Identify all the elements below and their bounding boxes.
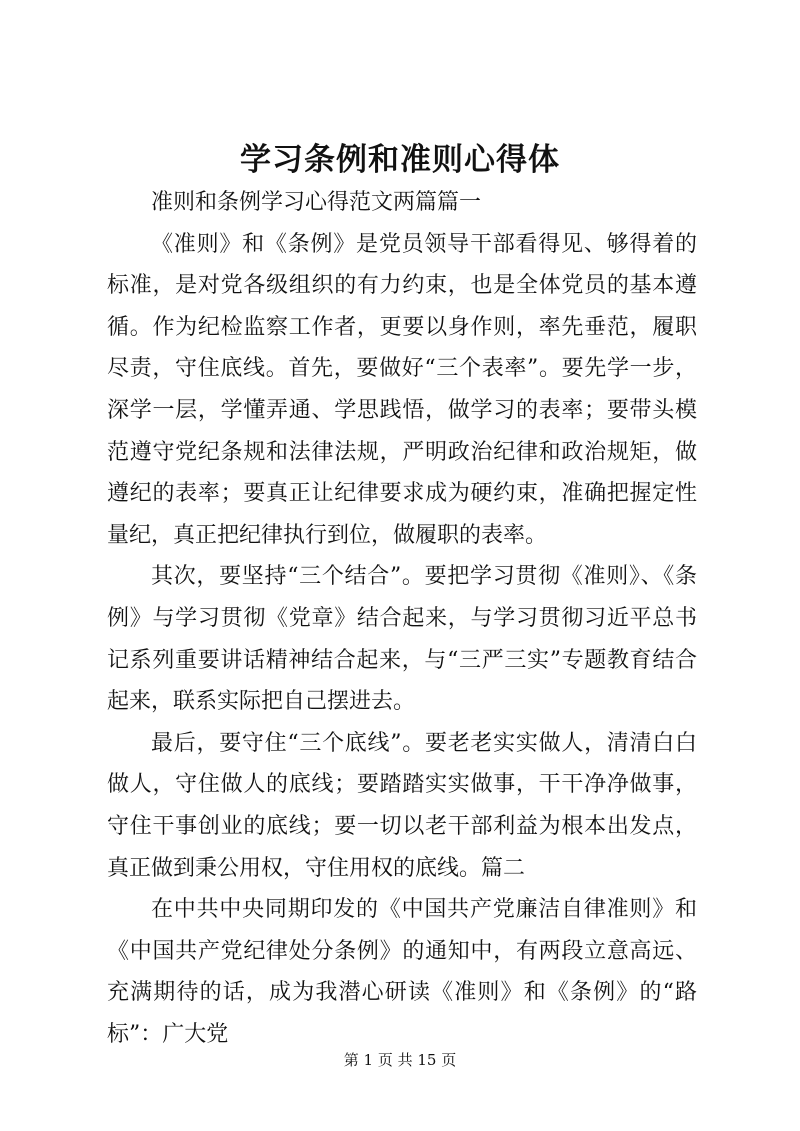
- document-body: [107, 182, 697, 1055]
- body-paragraph-4: 在中共中央同期印发的《中国共产党廉洁自律准则》和《中国共产党纪律处分条例》的通知中，有两段立意高远、充满期待的话，成为我潜心研读《准则》和《条例》的“路标”：广大党: [107, 897, 697, 1047]
- body-paragraph-1: 《准则》和《条例》是党员领导干部看得见、够得着的标准，是对党各级组织的有力约束，也是全体党员的基本遵循。作为纪检监察工作者，更要以身作则，率先垂范，履职尽责，守住底线。首先，要做好“三个表率”。要先学一步，深学一层，学懂弄通、学思践悟，做学习的表率；要带头模范遵守党纪条规和法律法规，严明政治纪律和政治规矩，做遵纪的表率；要真正让纪律要求成为硬约束，准确把握定性量纪，真正把纪律执行到位，做履职的表率。: [107, 231, 697, 548]
- body-paragraph-2: 其次，要坚持“三个结合”。要把学习贯彻《准则》、《条例》与学习贯彻《党章》结合起来，与学习贯彻习近平总书记系列重要讲话精神结合起来，与“三严三实”专题教育结合起来，联系实际把自己摆进去。: [107, 564, 697, 715]
- page-number-footer: 第 1 页 共 15 页: [343, 1051, 457, 1069]
- body-paragraph-3: 最后，要守住“三个底线”。要老老实实做人，清清白白做人，守住做人的底线；要踏踏实实做事，干干净净做事，守住干事创业的底线；要一切以老干部利益为根本出发点，真正做到秉公用权，守住用权的底线。篇二: [107, 730, 697, 881]
- subtitle-paragraph: 准则和条例学习心得范文两篇篇一: [151, 190, 482, 215]
- document-title: 学习条例和准则心得体: [240, 142, 560, 178]
